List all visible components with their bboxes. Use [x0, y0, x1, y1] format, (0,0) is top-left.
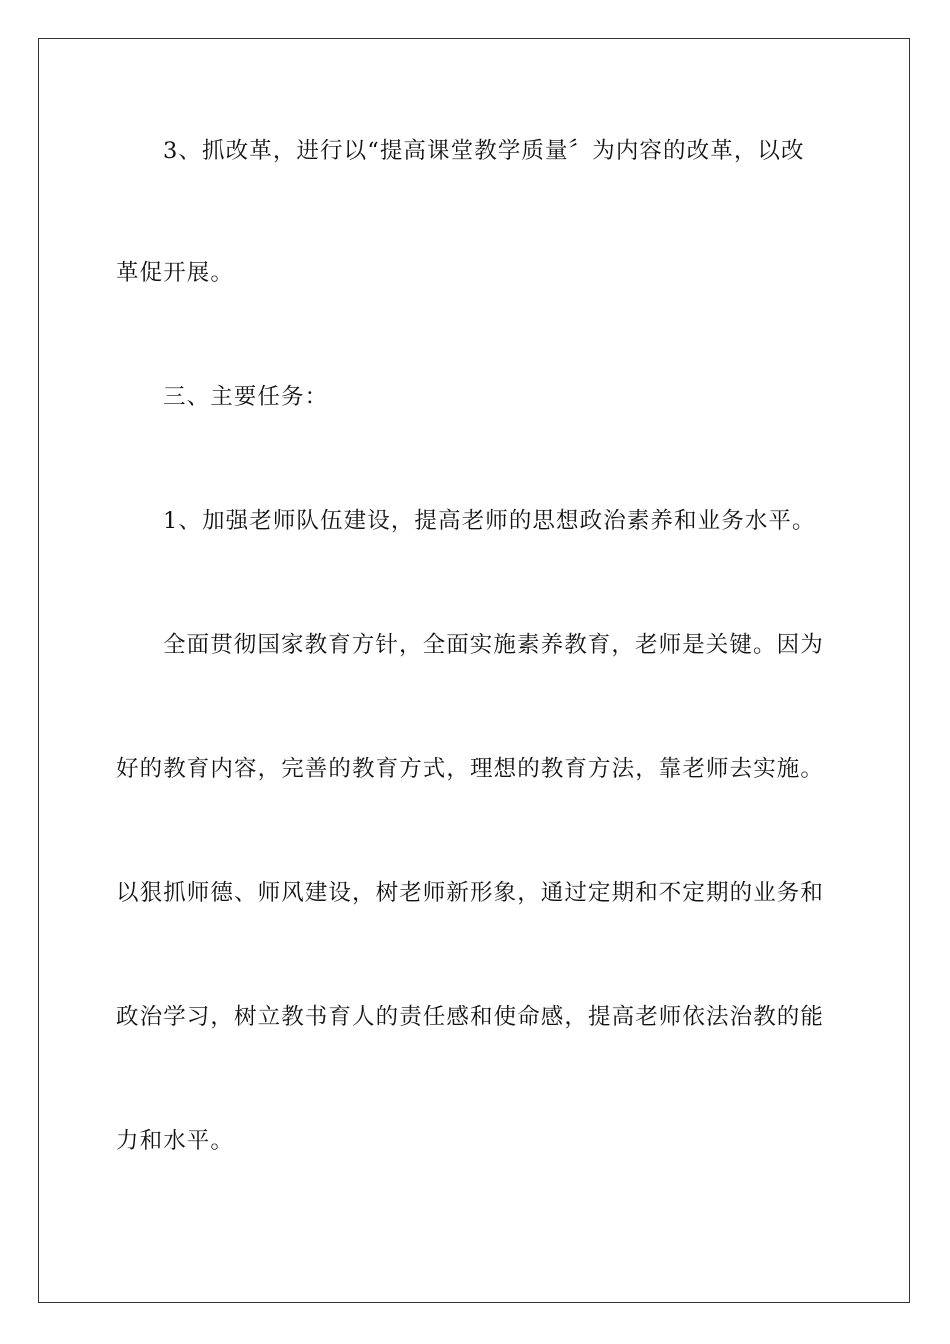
page-border: [38, 38, 910, 1303]
paragraph-body-line-3: 以狠抓师德、师风建设，树老师新形象，通过定期和不定期的业务和: [116, 880, 825, 906]
paragraph-body-line-4: 政治学习，树立教书育人的责任感和使命感，提高老师依法治教的能: [116, 1004, 825, 1030]
paragraph-body-line-5: 力和水平。: [116, 1128, 235, 1154]
paragraph-body-line-2: 好的教育内容，完善的教育方式，理想的教育方法，靠老师去实施。: [116, 756, 825, 782]
section-heading-main-tasks: 三、主要任务：: [163, 384, 329, 410]
task-item-1-heading: 1、加强老师队伍建设，提高老师的思想政治素养和业务水平。: [163, 508, 816, 534]
paragraph-reform-line-2: 革促开展。: [116, 260, 235, 286]
paragraph-body-line-1: 全面贯彻国家教育方针，全面实施素养教育，老师是关键。因为: [163, 632, 824, 658]
paragraph-reform-line-1: 3、抓改革，进行以“提高课堂教学质量〞为内容的改革，以改: [163, 138, 805, 164]
